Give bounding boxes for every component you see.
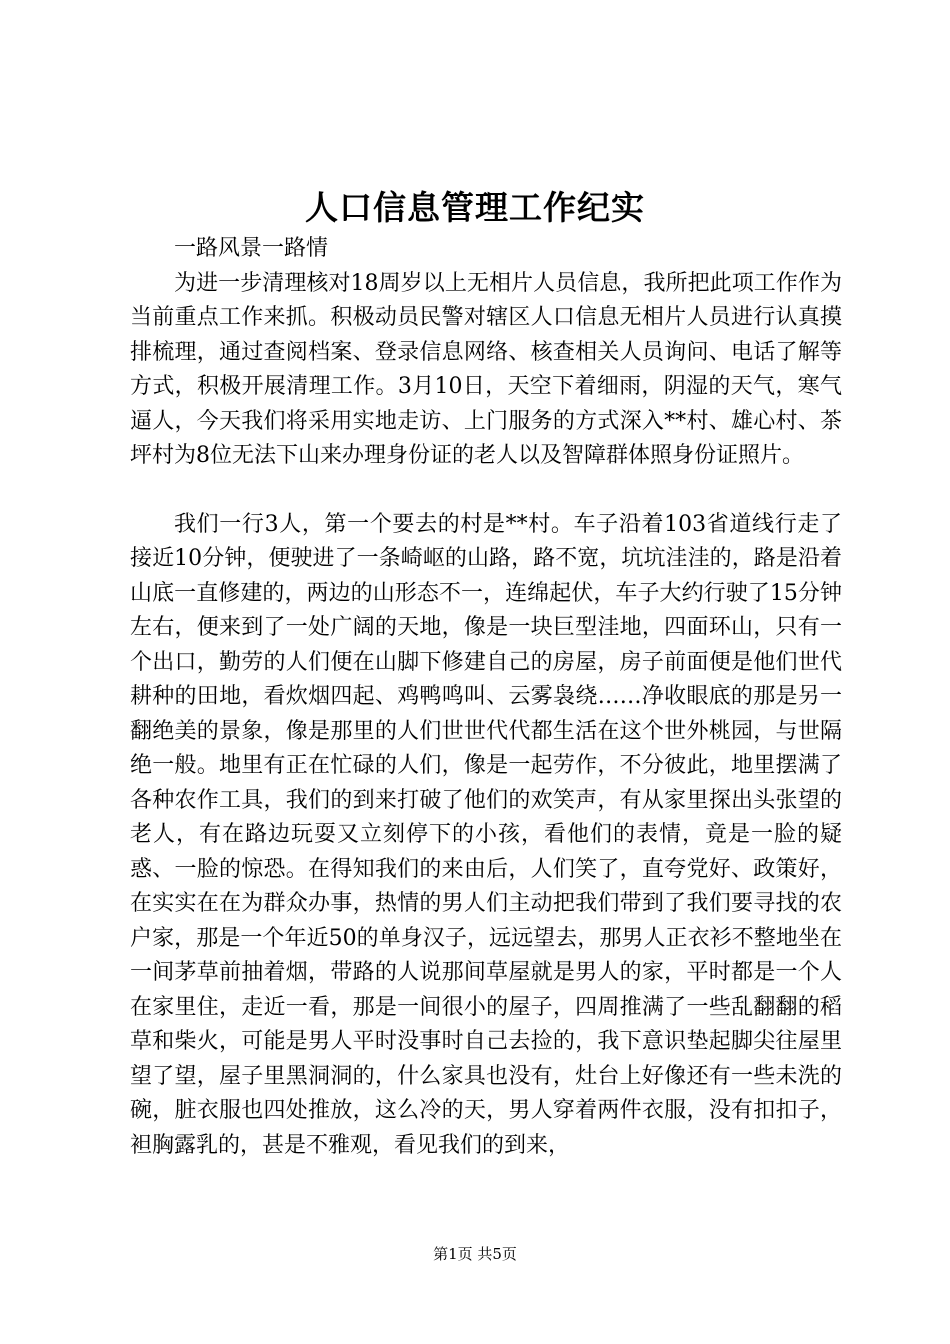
page-footer: 第1页 共5页 <box>433 1245 517 1263</box>
paragraph-2: 我们一行3人，第一个要去的村是**村。车子沿着103省道线行走了接近10分钟，便驶进了一条崎岖的山路，路不宽，坑坑洼洼的，路是沿着山底一直修建的，两边的山形态不一，连绵起伏，车子大约行驶了15分钟左右，便来到了一处广阔的天地，像是一块巨型洼地，四面环山，只有一个出口，勤劳的人们便在山脚下修建自己的房屋，房子前面便是他们世代耕种的田地，看炊烟四起、鸡鸭鸣叫、云雾袅绕……净收眼底的那是另一翻绝美的景象，像是那里的人们世世代代都生活在这个世外桃园，与世隔绝一般。地里有正在忙碌的人们，像是一起劳作，不分彼此，地里摆满了各种农作工具，我们的到来打破了他们的欢笑声，有从家里探出头张望的老人，有在路边玩耍又立刻停下的小孩，看他们的表情，竟是一脸的疑惑、一脸的惊恐。在得知我们的来由后，人们笑了，直夸党好、政策好，在实实在在为群众办事，热情的男人们主动把我们带到了我们要寻找的农户家，那是一个年近50的单身汉子，远远望去，那男人正衣衫不整地坐在一间茅草前抽着烟，带路的人说那间草屋就是男人的家，平时都是一个人在家里住，走近一看，那是一间很小的屋子，四周推满了一些乱翻翻的稻草和柴火，可能是男人平时没事时自己去捡的，我下意识垫起脚尖往屋里望了望，屋子里黑洞洞的，什么家具也没有，灶台上好像还有一些未洗的碗，脏衣服也四处推放，这么冷的天，男人穿着两件衣服，没有扣扣子，袒胸露乳的，甚是不雅观，看见我们的到来， <box>130 511 842 1158</box>
document-title: 人口信息管理工作纪实 <box>305 188 645 227</box>
document-body <box>130 232 842 1163</box>
paragraph-1: 为进一步清理核对18周岁以上无相片人员信息，我所把此项工作作为当前重点工作来抓。积极动员民警对辖区人口信息无相片人员进行认真摸排梳理，通过查阅档案、登录信息网络、核查相关人员询问、电话了解等方式，积极开展清理工作。3月10日，天空下着细雨，阴湿的天气，寒气逼人，今天我们将采用实地走访、上门服务的方式深入**村、雄心村、茶坪村为8位无法下山来办理身份证的老人以及智障群体照身份证照片。 <box>130 270 842 468</box>
document-subtitle: 一路风景一路情 <box>174 236 329 261</box>
